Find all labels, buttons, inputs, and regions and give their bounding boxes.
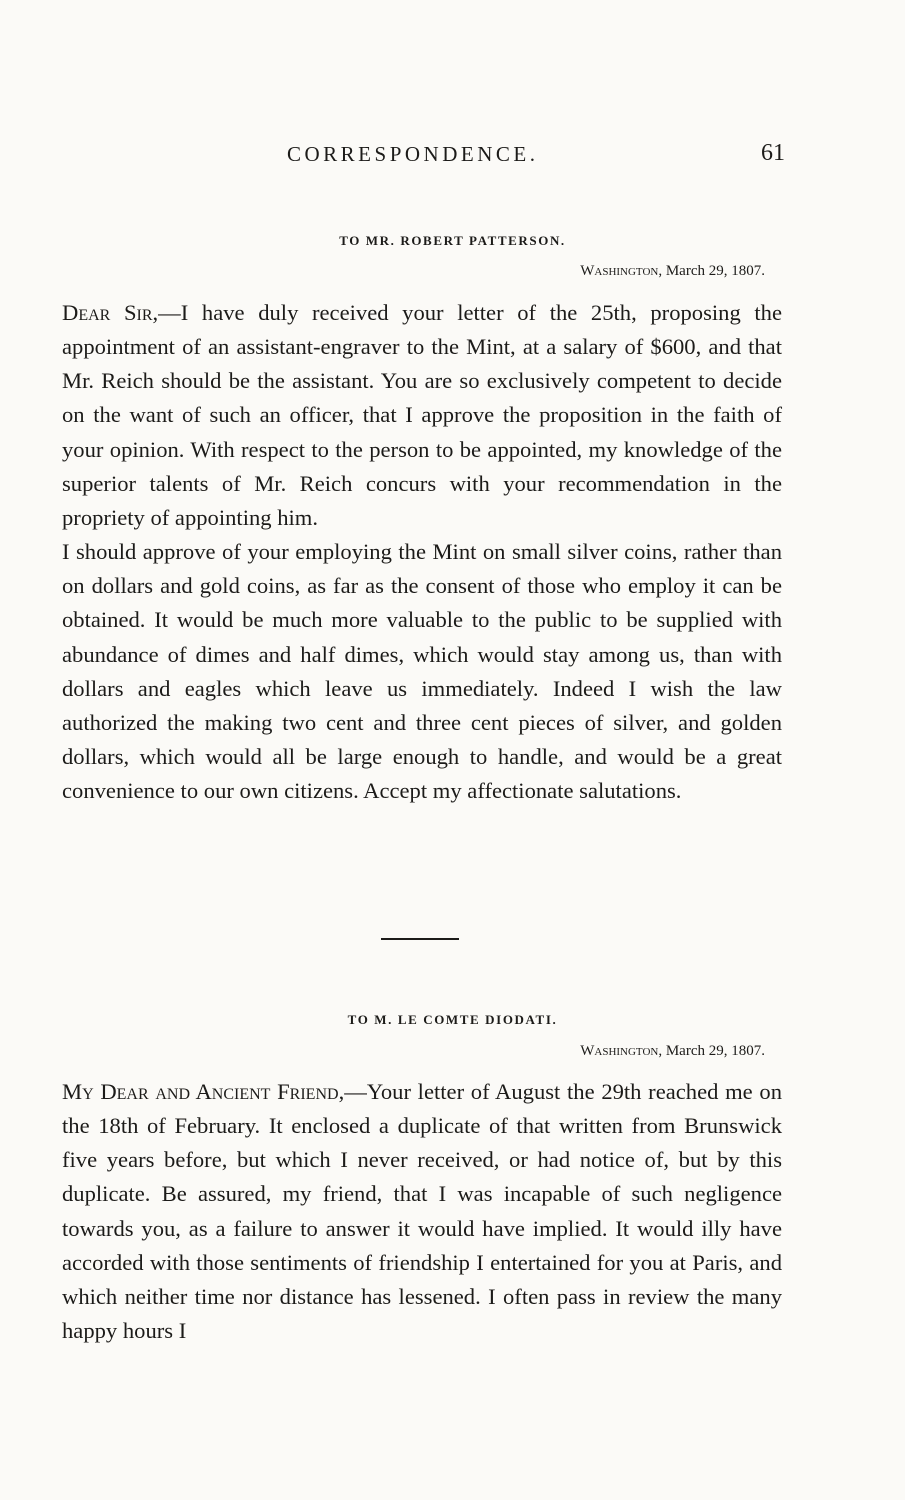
letter2-dateline-date: March 29, 1807.	[662, 1043, 765, 1059]
page-header	[62, 140, 785, 174]
letter1-body	[62, 296, 782, 808]
letter1-salutation: Dear Sir,	[62, 300, 159, 325]
letter1-paragraph-1	[62, 296, 782, 535]
letter1-dateline-date: March 29, 1807.	[662, 263, 765, 279]
letter2-heading: TO M. LE COMTE DIODATI.	[347, 1012, 558, 1027]
letter1-dateline-place: Washington,	[580, 263, 663, 279]
letter1-heading: TO MR. ROBERT PATTERSON.	[339, 233, 566, 248]
letter1-paragraph-1-text: —I have duly received your letter of the 25th, proposing the appointment of an assistant-engraver to the Mint, at a salary of $600, and that Mr. Reich should be the assistant. You are so exclusively competent to decide on the want of such an officer, that I approve the proposition in the faith of your opinion. With respect to the person to be appointed, my knowledge of the superior talents of Mr. Reich concurs with your recommendation in the propriety of appointing him.	[62, 300, 782, 530]
running-title: CORRESPONDENCE.	[287, 142, 539, 166]
letter1-dateline	[580, 263, 765, 280]
letter2-paragraph-1-text: —Your letter of August the 29th reached me on the 18th of February. It enclosed a duplicate of that written from Brunswick five years before, but which I never received, or had notice of, but by this duplicate. Be assured, my friend, that I was incapable of such negligence towards you, as a failure to answer it would have implied. It would illy have accorded with those sentiments of friendship I entertained for you at Paris, and which neither time nor distance has lessened. I often pass in review the many happy hours I	[62, 1079, 782, 1344]
letter2-body	[62, 1075, 782, 1348]
letter2-dateline	[580, 1043, 765, 1060]
letter2-salutation: My Dear and Ancient Friend,	[62, 1079, 345, 1104]
letter2-paragraph-1	[62, 1075, 782, 1348]
page-number: 61	[761, 140, 785, 166]
section-divider	[381, 938, 459, 940]
letter2-dateline-place: Washington,	[580, 1043, 663, 1059]
letter1-paragraph-2: I should approve of your employing the Mint on small silver coins, rather than on dollars and gold coins, as far as the consent of those who employ it can be obtained. It would be much more valuable to the public to be supplied with abundance of dimes and half dimes, which would stay among us, than with dollars and eagles which leave us immediately. Indeed I wish the law authorized the making two cent and three cent pieces of silver, and golden dollars, which would all be large enough to handle, and would be a great convenience to our own citizens. Accept my affectionate salutations.	[62, 539, 782, 804]
